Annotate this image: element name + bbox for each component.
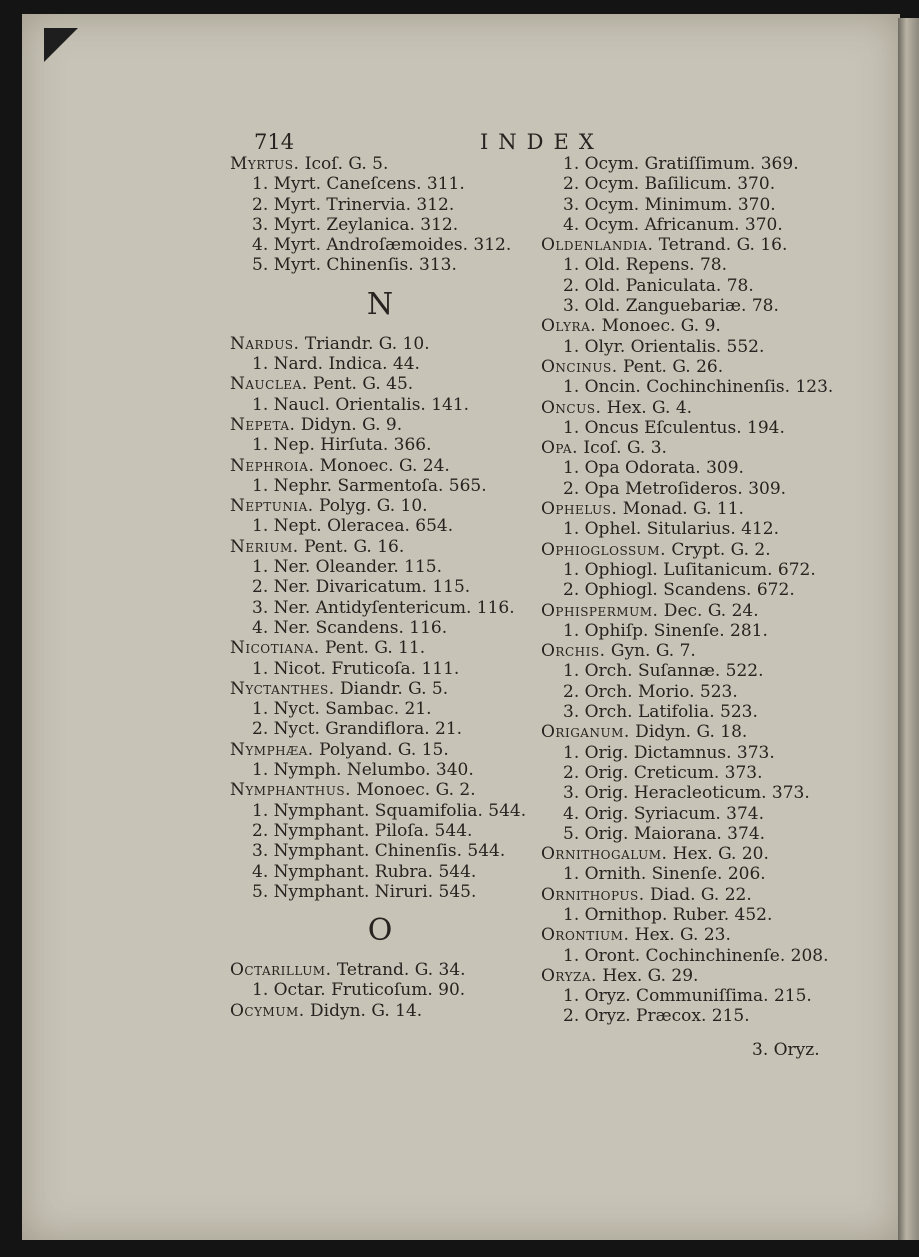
species-entry: 1. Nyct. Sambac. 21.: [252, 699, 432, 720]
species-entry: 3. Ocym. Minimum. 370.: [563, 194, 776, 215]
genus-name: Orchis.: [541, 641, 606, 662]
genus-entry: [541, 398, 841, 418]
species-entry: 1. Olyr. Orientalis. 552.: [563, 336, 765, 357]
genus-entry: [230, 496, 530, 516]
genus-name: Nephroia.: [230, 455, 315, 476]
genus-entry: [230, 960, 530, 980]
species-entry: 2. Orch. Morio. 523.: [563, 681, 738, 702]
genus-name: Nymphanthus.: [230, 780, 351, 801]
genus-entry: [541, 235, 841, 255]
species-entry: 4. Nymphant. Rubra. 544.: [252, 861, 477, 882]
genus-classification: Pent. G. 45.: [307, 374, 414, 395]
species-entry: 1. Ophiſp. Sinenſe. 281.: [563, 620, 768, 641]
genus-name: Nardus.: [230, 333, 300, 354]
genus-entry: [541, 499, 841, 519]
genus-classification: Polyand. G. 15.: [313, 739, 449, 760]
genus-classification: Monoec. G. 24.: [314, 455, 450, 476]
species-entry: 1. Nep. Hirſuta. 366.: [252, 435, 432, 456]
species-entry: 1. Nard. Indica. 44.: [252, 354, 420, 375]
species-entry: 1. Oryz. Communiſſima. 215.: [563, 986, 812, 1007]
genus-classification: Tetrand. G. 16.: [653, 235, 788, 256]
genus-entry: [541, 357, 841, 377]
species-entry: 1. Oncin. Cochinchinenſis. 123.: [563, 377, 834, 398]
genus-name: Ocymum.: [230, 1000, 305, 1021]
species-entry: 1. Myrt. Caneſcens. 311.: [252, 174, 465, 195]
genus-classification: Crypt. G. 2.: [665, 539, 771, 560]
species-entry: 1. Ophel. Sitularius. 412.: [563, 519, 780, 540]
genus-name: Opa.: [541, 438, 578, 459]
species-entry: 2. Myrt. Trinervia. 312.: [252, 194, 455, 215]
species-entry: 3. Orig. Heracleoticum. 373.: [563, 783, 810, 804]
genus-entry: [541, 641, 841, 661]
genus-entry: [541, 844, 841, 864]
species-entry: 3. Old. Zanguebariæ. 78.: [563, 296, 779, 317]
genus-name: Origanum.: [541, 722, 630, 743]
section-letter: O: [367, 913, 393, 949]
genus-classification: Didyn. G. 14.: [304, 1000, 423, 1021]
species-entry: 4. Ner. Scandens. 116.: [252, 617, 448, 638]
genus-entry: [230, 334, 530, 354]
genus-name: Ornithopus.: [541, 884, 645, 905]
catchword: 3. Oryz.: [752, 1040, 820, 1060]
genus-entry: [230, 374, 530, 394]
species-entry: 1. Ornithop. Ruber. 452.: [563, 904, 773, 925]
species-entry: 1. Opa Odorata. 309.: [563, 458, 744, 479]
species-entry: 1. Nept. Oleracea. 654.: [252, 516, 454, 537]
species-entry: 1. Ner. Oleander. 115.: [252, 557, 443, 578]
species-entry: 2. Ner. Divaricatum. 115.: [252, 577, 471, 598]
species-entry: 2. Ophiogl. Scandens. 672.: [563, 580, 795, 601]
genus-classification: Hex. G. 4.: [601, 397, 693, 418]
genus-name: Oldenlandia.: [541, 235, 654, 256]
species-entry: 3. Orch. Latifolia. 523.: [563, 702, 758, 723]
page-number: 714: [254, 130, 295, 154]
genus-entry: [230, 456, 530, 476]
species-entry: 3. Ner. Antidyſentericum. 116.: [252, 597, 515, 618]
genus-entry: [230, 537, 530, 557]
species-entry: 4. Myrt. Androſæmoides. 312.: [252, 235, 512, 256]
species-entry: 5. Nymphant. Niruri. 545.: [252, 881, 477, 902]
genus-name: Ornithogalum.: [541, 844, 668, 865]
genus-classification: Monoec. G. 9.: [596, 316, 721, 337]
species-entry: 2. Ocym. Baſilicum. 370.: [563, 174, 776, 195]
genus-classification: Dec. G. 24.: [658, 600, 759, 621]
genus-name: Ophispermum.: [541, 600, 659, 621]
genus-entry: [541, 540, 841, 560]
species-entry: 1. Octar. Fruticoſum. 90.: [252, 980, 466, 1001]
genus-name: Ophioglossum.: [541, 539, 666, 560]
genus-entry: [541, 722, 841, 742]
species-entry: 1. Oncus Eſculentus. 194.: [563, 417, 785, 438]
species-entry: 1. Orch. Suſannæ. 522.: [563, 661, 764, 682]
species-entry: 1. Oront. Cochinchinenſe. 208.: [563, 945, 829, 966]
genus-name: Nyctanthes.: [230, 678, 335, 699]
genus-entry: [541, 885, 841, 905]
genus-name: Myrtus.: [230, 154, 300, 174]
genus-classification: Hex. G. 23.: [629, 925, 731, 946]
genus-name: Orontium.: [541, 925, 630, 946]
genus-classification: Tetrand. G. 34.: [331, 960, 466, 981]
species-entry: 1. Nicot. Fruticoſa. 111.: [252, 658, 460, 679]
genus-name: Octarillum.: [230, 960, 332, 981]
genus-classification: Hex. G. 29.: [596, 965, 699, 986]
genus-name: Oncinus.: [541, 356, 618, 377]
genus-name: Nicotiana.: [230, 638, 320, 659]
genus-name: Neptunia.: [230, 496, 314, 517]
genus-classification: Didyn. G. 18.: [629, 722, 748, 743]
genus-entry: [230, 679, 530, 699]
folded-corner: [44, 28, 78, 62]
genus-entry: [230, 740, 530, 760]
genus-name: Olyra.: [541, 316, 597, 337]
genus-classification: Pent. G. 16.: [298, 536, 405, 557]
genus-entry: [230, 154, 530, 174]
genus-classification: Diad. G. 22.: [644, 884, 752, 905]
genus-entry: [541, 316, 841, 336]
genus-name: Ophelus.: [541, 499, 618, 520]
facing-page-edge: [898, 18, 919, 1240]
genus-name: Nepeta.: [230, 414, 296, 435]
species-entry: 4. Ocym. Africanum. 370.: [563, 214, 783, 235]
species-entry: 2. Orig. Creticum. 373.: [563, 762, 763, 783]
species-entry: 2. Old. Paniculata. 78.: [563, 275, 754, 296]
genus-classification: Hex. G. 20.: [667, 844, 769, 865]
species-entry: 1. Ocym. Gratiſſimum. 369.: [563, 154, 799, 174]
genus-name: Nerium.: [230, 536, 299, 557]
species-entry: 1. Ophiogl. Luſitanicum. 672.: [563, 559, 816, 580]
species-entry: 3. Nymphant. Chinenſis. 544.: [252, 841, 506, 862]
species-entry: 2. Oryz. Præcox. 215.: [563, 1006, 750, 1027]
genus-entry: [230, 1001, 530, 1021]
genus-classification: Icoſ. G. 5.: [299, 154, 389, 174]
species-entry: 1. Orig. Dictamnus. 373.: [563, 742, 775, 763]
section-letter: N: [366, 286, 394, 322]
genus-name: Oryza.: [541, 965, 597, 986]
species-entry: 3. Myrt. Zeylanica. 312.: [252, 214, 459, 235]
genus-entry: [230, 415, 530, 435]
genus-classification: Gyn. G. 7.: [605, 641, 696, 662]
index-column-right: [541, 154, 841, 1027]
species-entry: 5. Myrt. Chinenſis. 313.: [252, 255, 457, 276]
genus-name: Nymphæa.: [230, 739, 314, 760]
species-entry: 2. Nyct. Grandiflora. 21.: [252, 719, 463, 740]
genus-classification: Pent. G. 26.: [617, 356, 724, 377]
species-entry: 1. Nymph. Nelumbo. 340.: [252, 760, 474, 781]
genus-entry: [541, 966, 841, 986]
genus-entry: [230, 780, 530, 800]
species-entry: 5. Orig. Maiorana. 374.: [563, 823, 766, 844]
genus-classification: Polyg. G. 10.: [313, 496, 428, 517]
genus-classification: Triandr. G. 10.: [299, 333, 430, 354]
genus-name: Oncus.: [541, 397, 602, 418]
genus-entry: [541, 601, 841, 621]
species-entry: 1. Nymphant. Squamifolia. 544.: [252, 800, 527, 821]
genus-entry: [230, 638, 530, 658]
genus-classification: Monad. G. 11.: [617, 499, 744, 520]
index-column-left: [230, 154, 530, 1021]
genus-classification: Monoec. G. 2.: [351, 780, 476, 801]
genus-name: Nauclea.: [230, 374, 308, 395]
species-entry: 1. Naucl. Orientalis. 141.: [252, 394, 470, 415]
genus-entry: [541, 925, 841, 945]
genus-classification: Icoſ. G. 3.: [577, 438, 667, 459]
species-entry: 1. Ornith. Sinenſe. 206.: [563, 864, 766, 885]
species-entry: 2. Opa Metroſideros. 309.: [563, 478, 787, 499]
genus-classification: Pent. G. 11.: [319, 638, 426, 659]
species-entry: 4. Orig. Syriacum. 374.: [563, 803, 765, 824]
genus-entry: [541, 438, 841, 458]
genus-classification: Didyn. G. 9.: [295, 414, 403, 435]
species-entry: 1. Nephr. Sarmentoſa. 565.: [252, 475, 487, 496]
species-entry: 1. Old. Repens. 78.: [563, 255, 728, 276]
genus-classification: Diandr. G. 5.: [334, 678, 449, 699]
species-entry: 2. Nymphant. Piloſa. 544.: [252, 820, 473, 841]
page-title: INDEX: [480, 130, 604, 154]
